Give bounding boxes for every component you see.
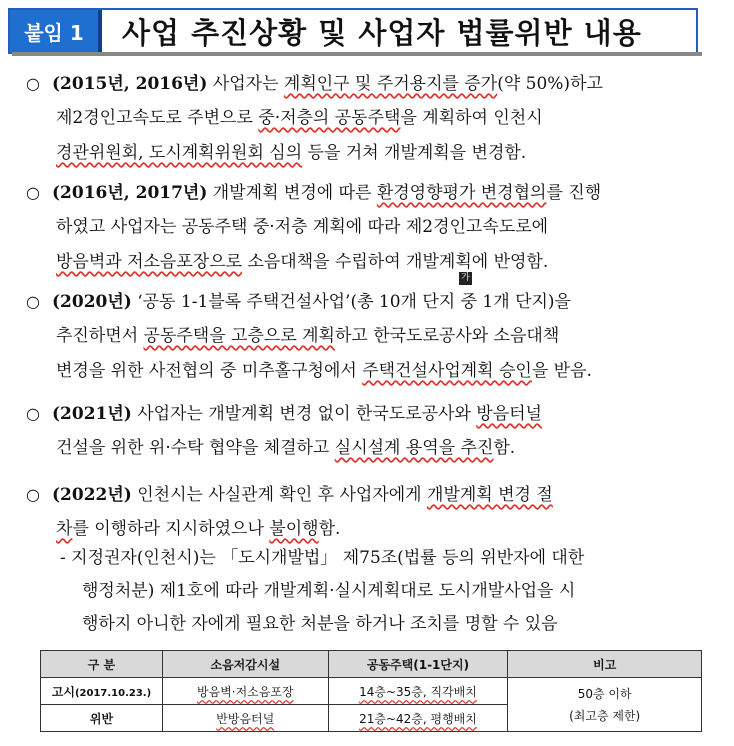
bullet-circle-icon: ○ [26,183,40,202]
page-title: 사업 추진상황 및 사업자 법률위반 내용 [122,15,642,50]
column-header: 비고 [508,651,702,678]
paragraph-2016 [26,175,716,280]
paragraph-line: ○ (2022년) 인천시는 사실관계 확인 후 사업자에게 개발계획 변경 절 [26,477,716,512]
table-row [41,678,702,705]
note-line: - 지정권자(인천시)는 「도시개발법」 제75조(법률 등의 위반자에 대한 [60,548,585,568]
paragraph-line: 경관위원회, 도시계획위원회 심의 등을 거쳐 개발계획을 변경함. [56,143,527,163]
attachment-header [8,8,698,54]
paragraph-line: 제2경인고속도로 주변으로 중·저층의 공동주택을 계획하여 인천시 [56,108,543,128]
paragraph-line: 방음벽과 저소음포장으로 소음대책을 수립하여 개발계획에 반영함. [56,252,549,272]
paragraph-2020 [26,284,716,389]
table-header-row [41,651,702,678]
paragraph-line: 변경을 위한 사전협의 중 미추홀구청에서 주택건설사업계획 승인을 받음. [56,361,592,381]
table-cell: 방음벽·저소음포장 [162,678,328,705]
paragraph-2022 [26,477,716,547]
table-note-cell: 50층 이하 (최고층 제한) [508,678,702,732]
note-line: 행정처분) 제1호에 따라 개발계획·실시계획대로 도시개발사업을 시 [82,581,576,601]
header-shadow [12,52,702,56]
bullet-circle-icon: ○ [26,485,40,504]
column-header: 소음저감시설 [162,651,328,678]
row-label: 고시(2017.10.23.) [41,678,163,705]
comparison-table [40,650,702,732]
note-line: 행하지 아니한 자에게 필요한 처분을 하거나 조치를 명할 수 있음 [82,614,558,634]
legal-basis-note [60,542,720,641]
row-label: 위반 [41,705,163,732]
paragraph-line: 하였고 사업자는 공동주택 중·저층 계획에 따라 제2경인고속도로에 [56,217,549,237]
table-cell: 21층~42층, 평행배치 [328,705,508,732]
bullet-circle-icon: ○ [26,292,40,311]
paragraph-line: ○ (2021년) 사업자는 개발계획 변경 없이 한국도로공사와 방음터널 [26,396,716,431]
paragraph-line: 차를 이행하라 지시하였으나 불이행함. [56,519,341,539]
paragraph-line: ○ (2020년) ‘공동 1-1블록 주택건설사업’(총 10개 단지 중 1개 단지)을 [26,284,716,319]
paragraph-2015 [26,66,716,171]
paragraph-line: ○ (2016년, 2017년) 개발계획 변경에 따른 환경영향평가 변경협의를 진행 [26,175,716,210]
paragraph-2021 [26,396,716,466]
column-header: 공동주택(1-1단지) [328,651,508,678]
table-cell: 14층~35층, 직각배치 [328,678,508,705]
bullet-circle-icon: ○ [26,74,40,93]
attachment-tag: 붙임 1 [10,10,102,52]
bullet-circle-icon: ○ [26,404,40,423]
paragraph-line: ○ (2015년, 2016년) 사업자는 계획인구 및 주거용지를 증가(약 50%)하고 [26,66,716,101]
paragraph-line: 건설을 위한 위·수탁 협약을 체결하고 실시설계 용역을 추진함. [56,438,516,458]
column-header: 구 분 [41,651,163,678]
text-cursor-icon: 가 [459,272,472,285]
table-cell: 반방음터널 [162,705,328,732]
paragraph-line: 추진하면서 공동주택을 고층으로 계획하고 한국도로공사와 소음대책 [56,326,560,346]
